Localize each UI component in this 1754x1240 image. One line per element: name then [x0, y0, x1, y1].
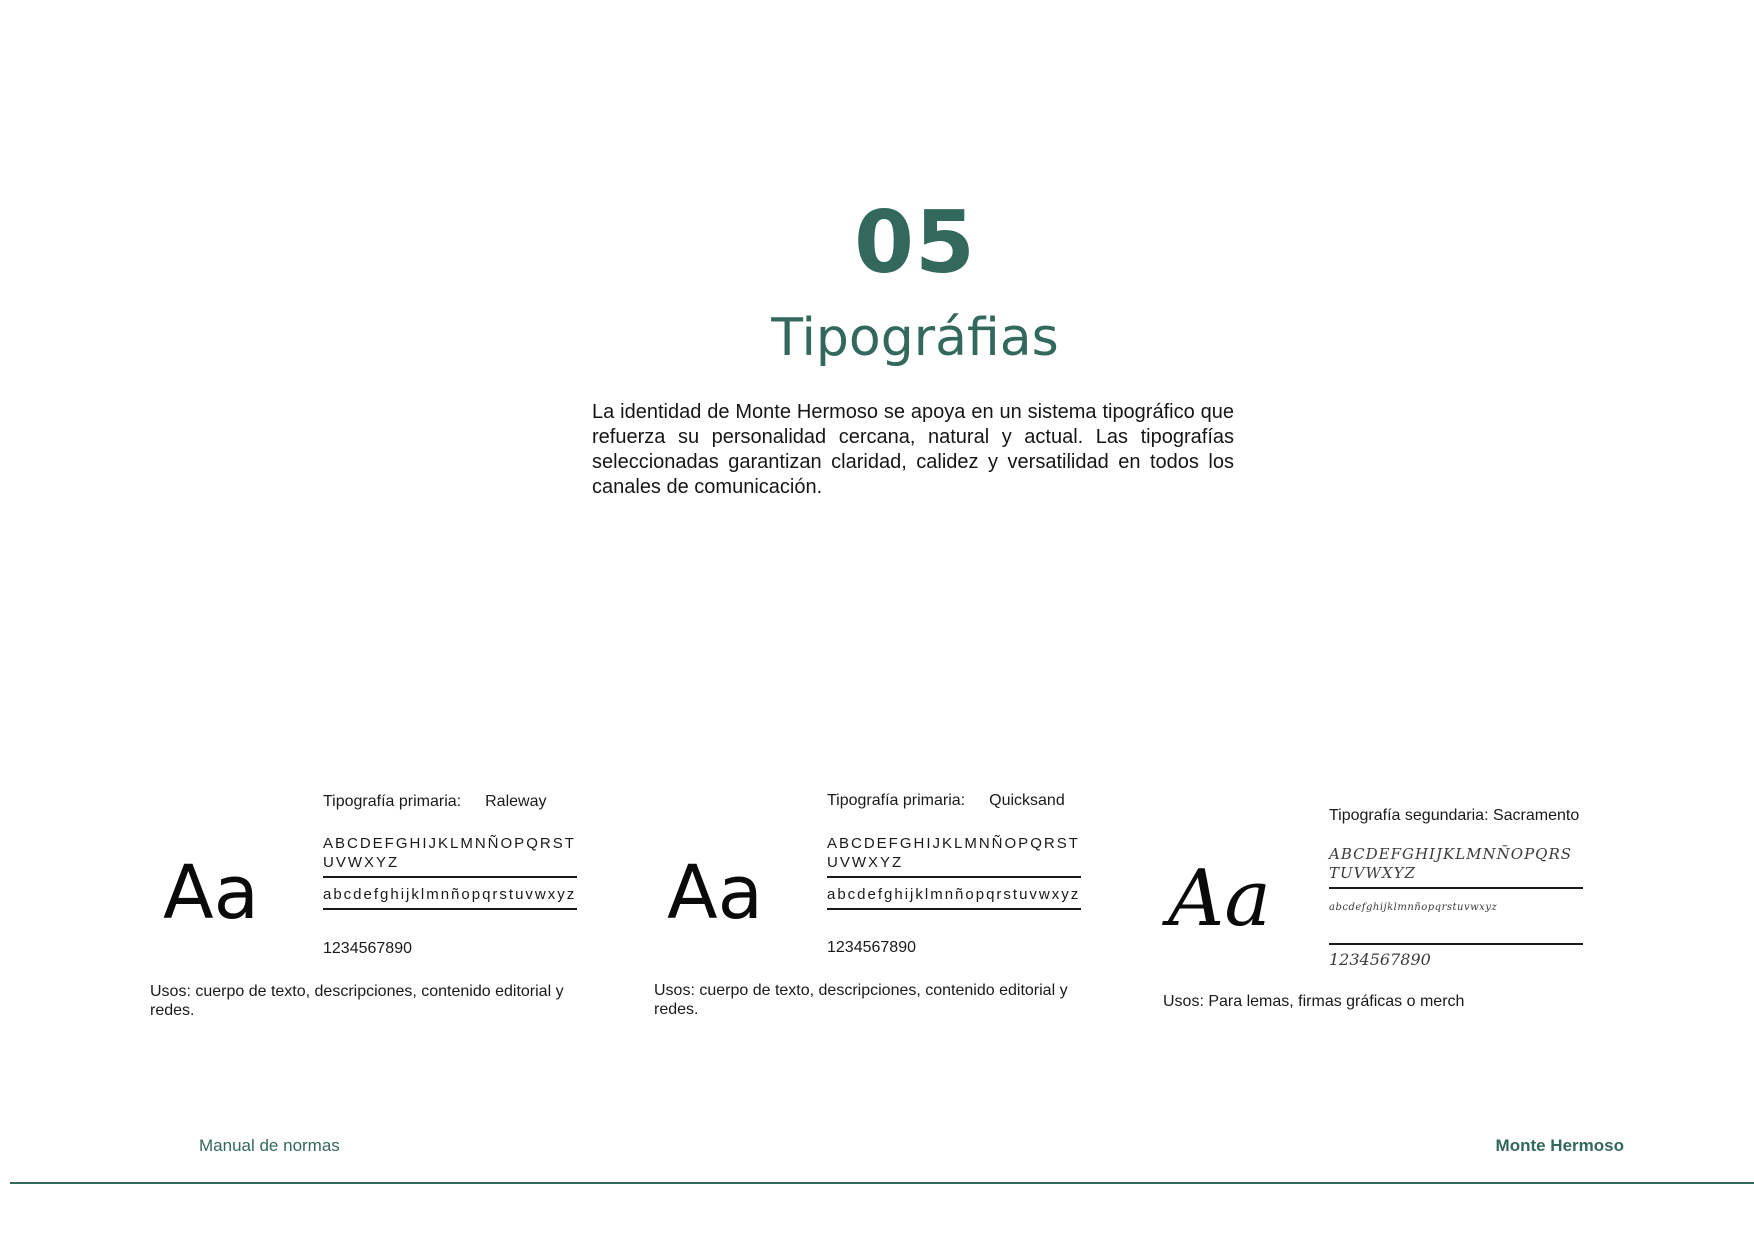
- font-label-raleway: [323, 792, 546, 812]
- font-sample-sacramento: Aa: [1168, 854, 1271, 944]
- lowercase-alphabet-raleway: abcdefghijklmnñopqrstuvwxyz: [323, 885, 577, 910]
- lowercase-alphabet-sacramento: abcdefghijklmnñopqrstuvwxyz: [1329, 901, 1583, 945]
- font-role-label: Tipografía primaria:: [827, 792, 966, 809]
- font-label-quicksand: [827, 791, 1065, 811]
- digits-sacramento: 1234567890: [1329, 950, 1431, 969]
- usage-raleway: Usos: cuerpo de texto, descripciones, contenido editorial y redes.: [150, 983, 564, 1019]
- lowercase-alphabet-quicksand: abcdefghijklmnñopqrstuvwxyz: [827, 885, 1081, 910]
- footer-brand-label: Monte Hermoso: [1495, 1136, 1624, 1155]
- font-label-sacramento: Tipografía segundaria: Sacramento: [1329, 807, 1580, 824]
- digits-quicksand: 1234567890: [827, 939, 916, 956]
- section-title: Tipográfias: [771, 308, 1059, 368]
- uppercase-alphabet-sacramento: ABCDEFGHIJKLMNÑOPQRSTUVWXYZ: [1329, 845, 1583, 889]
- footer-manual-label: Manual de normas: [199, 1136, 340, 1155]
- font-name: Quicksand: [989, 792, 1065, 809]
- font-sample-raleway: Aa: [163, 850, 259, 936]
- uppercase-alphabet-quicksand: ABCDEFGHIJKLMNÑOPQRSTUVWXYZ: [827, 834, 1081, 878]
- font-sample-quicksand: Aa: [667, 850, 763, 936]
- usage-sacramento: Usos: Para lemas, firmas gráficas o merch: [1163, 993, 1465, 1010]
- section-number: 05: [854, 193, 976, 293]
- uppercase-alphabet-raleway: ABCDEFGHIJKLMNÑOPQRSTUVWXYZ: [323, 834, 577, 878]
- digits-raleway: 1234567890: [323, 940, 412, 957]
- font-name: Raleway: [485, 793, 547, 810]
- footer-divider: [10, 1182, 1754, 1184]
- usage-quicksand: Usos: cuerpo de texto, descripciones, contenido editorial y redes.: [654, 982, 1068, 1018]
- intro-paragraph: La identidad de Monte Hermoso se apoya en un sistema tipográfico que refuerza su personalidad cercana, natural y actual. Las tipografías seleccionadas garantizan claridad, calidez y versatilidad en todos los canales de comunicación.: [592, 401, 1234, 498]
- font-role-label: Tipografía primaria:: [323, 793, 462, 810]
